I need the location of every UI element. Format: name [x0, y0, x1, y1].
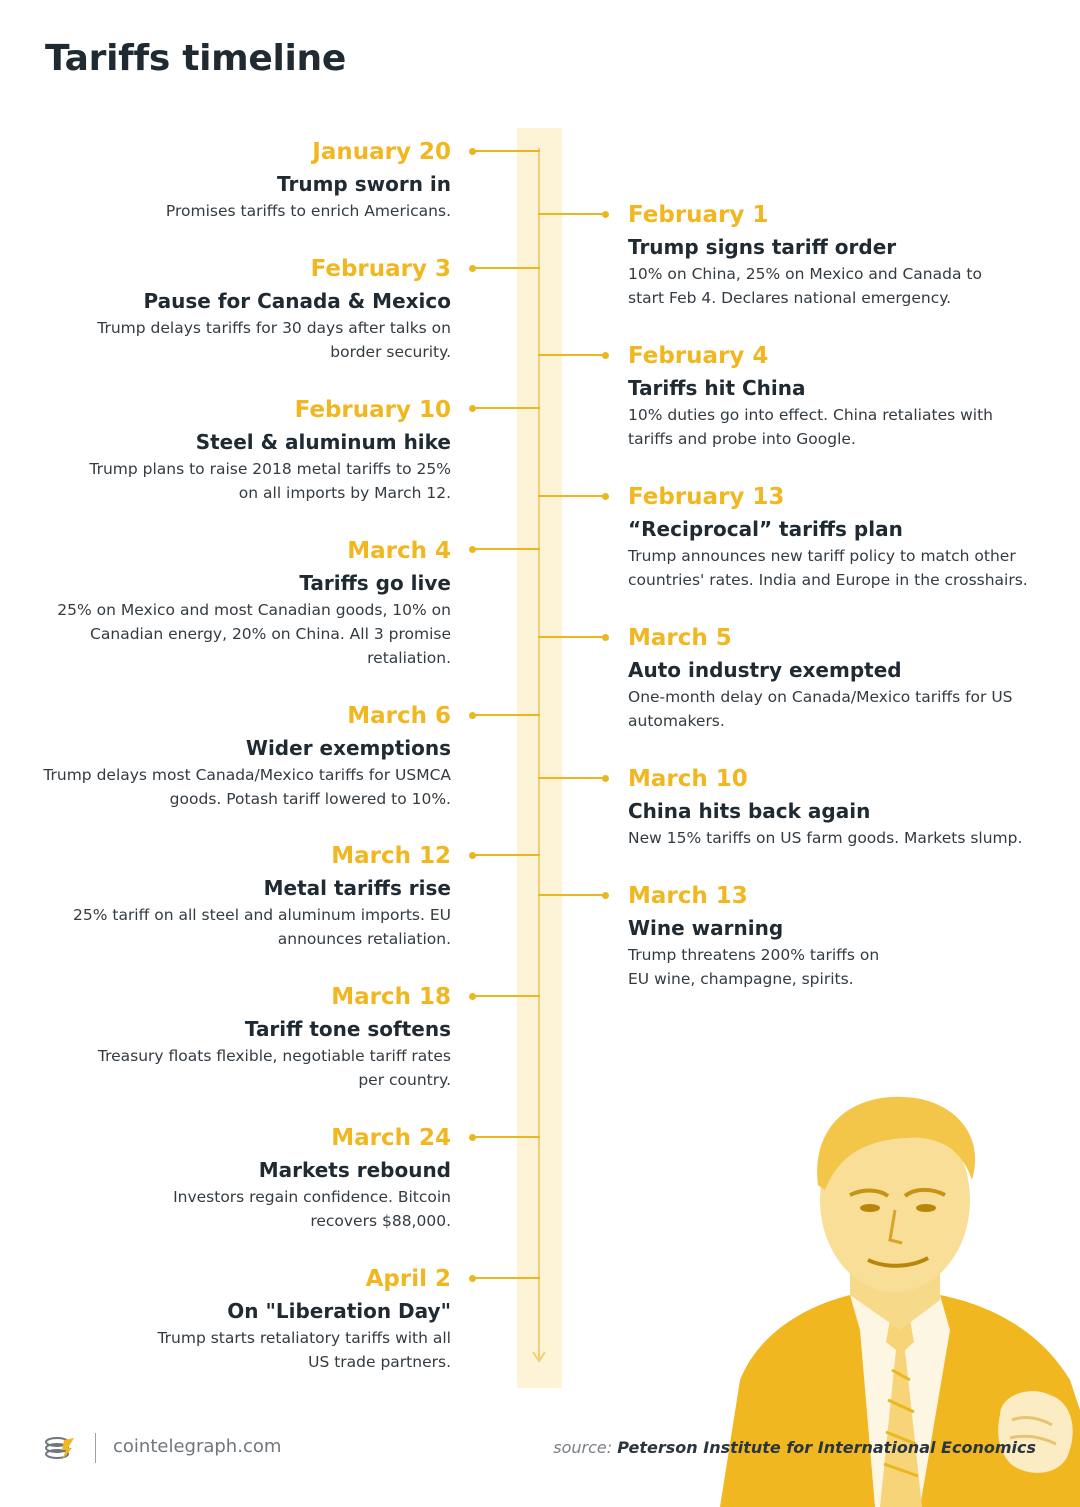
event-date: February 1	[628, 202, 769, 228]
connector-line	[472, 1277, 540, 1279]
event-description: Trump delays tariffs for 30 days after talks on border security.	[97, 319, 451, 361]
timeline-event-left	[31, 702, 451, 811]
event-date: April 2	[365, 1266, 451, 1292]
connector-dot	[602, 493, 609, 500]
event-description: Promises tariffs to enrich Americans.	[165, 202, 451, 220]
event-headline: Steel & aluminum hike	[195, 430, 451, 454]
event-description: 10% duties go into effect. China retaliates with tariffs and probe into Google.	[628, 406, 993, 448]
connector-line	[538, 636, 606, 638]
event-date: March 4	[347, 538, 451, 564]
connector-line	[472, 150, 540, 152]
connector-dot	[602, 634, 609, 641]
connector-line	[538, 894, 606, 896]
timeline-event-right	[628, 765, 1048, 850]
connector-dot	[602, 892, 609, 899]
site-link[interactable]: cointelegraph.com	[113, 1436, 282, 1457]
timeline-event-left	[31, 983, 451, 1092]
event-description: Trump threatens 200% tariffs on EU wine, champagne, spirits.	[628, 946, 880, 988]
event-date: January 20	[312, 139, 451, 165]
event-headline: “Reciprocal” tariffs plan	[628, 517, 903, 541]
event-headline: Tariff tone softens	[244, 1017, 451, 1041]
event-date: February 3	[310, 256, 451, 282]
timeline-event-left	[31, 1265, 451, 1374]
event-date: March 5	[628, 625, 732, 651]
event-headline: Auto industry exempted	[628, 658, 902, 682]
timeline-event-left	[31, 1124, 451, 1233]
timeline-event-right	[628, 201, 1048, 310]
timeline-event-right	[628, 624, 1048, 733]
timeline-event-right	[628, 342, 1048, 451]
event-headline: Markets rebound	[258, 1158, 451, 1182]
event-description: Trump starts retaliatory tariffs with all US trade partners.	[157, 1329, 451, 1371]
event-headline: Tariffs hit China	[628, 376, 806, 400]
connector-line	[472, 995, 540, 997]
arrow-down-icon	[531, 1350, 547, 1364]
page-title: Tariffs timeline	[45, 38, 346, 79]
event-description: New 15% tariffs on US farm goods. Markets slump.	[628, 829, 1023, 847]
source-name: Peterson Institute for International Economics	[617, 1438, 1036, 1457]
event-description: Trump announces new tariff policy to match other countries' rates. India and Europe in the crosshairs.	[628, 547, 1028, 589]
event-date: February 4	[628, 343, 769, 369]
footer-divider	[95, 1433, 96, 1463]
timeline-event-left	[31, 842, 451, 951]
connector-line	[472, 548, 540, 550]
timeline-event-left	[31, 255, 451, 364]
event-description: 10% on China, 25% on Mexico and Canada to start Feb 4. Declares national emergency.	[628, 265, 982, 307]
event-date: February 13	[628, 484, 785, 510]
connector-line	[538, 213, 606, 215]
timeline-event-right	[628, 882, 1048, 991]
event-headline: Pause for Canada & Mexico	[143, 289, 451, 313]
event-headline: Tariffs go live	[299, 571, 451, 595]
connector-line	[472, 407, 540, 409]
event-date: March 24	[331, 1125, 451, 1151]
event-date: March 6	[347, 703, 451, 729]
event-headline: Metal tariffs rise	[263, 876, 451, 900]
event-date: March 13	[628, 883, 748, 909]
event-description: Treasury floats flexible, negotiable tariff rates per country.	[97, 1047, 451, 1089]
event-headline: Wine warning	[628, 916, 784, 940]
event-description: Investors regain confidence. Bitcoin recovers $88,000.	[173, 1188, 451, 1230]
connector-dot	[602, 211, 609, 218]
timeline-event-left	[31, 537, 451, 670]
connector-line	[472, 267, 540, 269]
cointelegraph-logo-icon	[44, 1434, 76, 1462]
connector-line	[472, 1136, 540, 1138]
connector-line	[538, 495, 606, 497]
event-description: One-month delay on Canada/Mexico tariffs for US automakers.	[628, 688, 1013, 730]
connector-dot	[602, 352, 609, 359]
event-description: Trump delays most Canada/Mexico tariffs for USMCA goods. Potash tariff lowered to 10%.	[43, 766, 451, 808]
event-headline: On "Liberation Day"	[227, 1299, 451, 1323]
event-headline: Wider exemptions	[245, 736, 451, 760]
connector-line	[472, 854, 540, 856]
source-label: source:	[553, 1438, 613, 1457]
timeline-line	[538, 148, 540, 1360]
event-description: 25% tariff on all steel and aluminum imports. EU announces retaliation.	[72, 906, 451, 948]
event-description: Trump plans to raise 2018 metal tariffs to 25% on all imports by March 12.	[89, 460, 451, 502]
connector-dot	[602, 775, 609, 782]
event-date: March 12	[331, 843, 451, 869]
source-credit	[553, 1438, 1036, 1457]
event-headline: Trump signs tariff order	[628, 235, 897, 259]
connector-line	[472, 714, 540, 716]
event-date: March 18	[331, 984, 451, 1010]
connector-line	[538, 354, 606, 356]
timeline-event-left	[31, 396, 451, 505]
event-description: 25% on Mexico and most Canadian goods, 10% on Canadian energy, 20% on China. All 3 promise retaliation.	[57, 601, 451, 667]
event-headline: China hits back again	[628, 799, 871, 823]
timeline-event-left	[31, 138, 451, 223]
event-date: February 10	[294, 397, 451, 423]
event-date: March 10	[628, 766, 748, 792]
timeline-event-right	[628, 483, 1048, 592]
event-headline: Trump sworn in	[277, 172, 451, 196]
connector-line	[538, 777, 606, 779]
